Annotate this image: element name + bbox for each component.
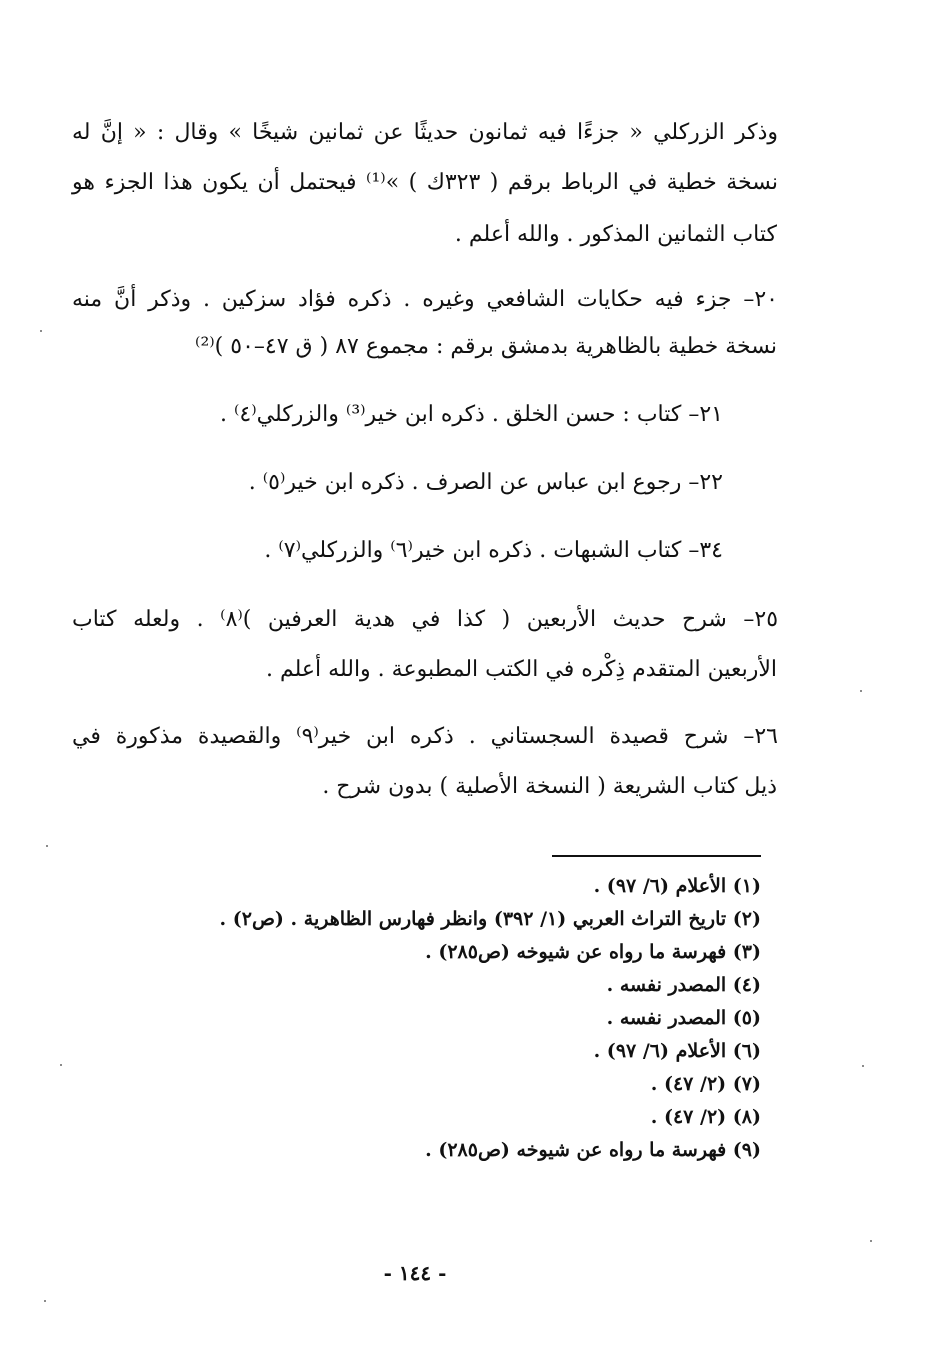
scan-speck — [60, 1064, 62, 1066]
item-20-line-1: ٢٠– جزء فيه حكايات الشافعي وغيره . ذكره فؤاد سزكين . وذكر أنَّ منه — [72, 287, 778, 312]
footnote-1: (١) الأعلام (٦/ ٩٧) . — [593, 875, 761, 897]
scan-speck — [44, 1300, 46, 1302]
item-25-line-1: ٢٥– شرح حديث الأربعين ( كذا في هدية العرفين )⁽٨⁾ . ولعله كتاب — [72, 607, 779, 632]
footnote-2: (٢) تاريخ التراث العربي (١/ ٣٩٢) وانظر فهارس الظاهرية . (ص٢) . — [219, 908, 761, 930]
item-24: ٣٤– كتاب الشبهات . ذكره ابن خير⁽٦⁾ والزركلي⁽٧⁾ . — [264, 538, 723, 563]
scan-speck — [870, 1240, 872, 1242]
page-number: - ١٤٤ - — [383, 1261, 447, 1285]
item-20-line-2: نسخة خطية بالظاهرية بدمشق برقم : مجموع ٨٧ ( ق ٤٧–٥٠ )⁽²⁾ — [195, 334, 777, 359]
footnote-5: (٥) المصدر نفسه . — [606, 1007, 761, 1029]
item-25-line-2: الأربعين المتقدم ذِكْره في الكتب المطبوعة . والله أعلم . — [266, 657, 777, 682]
item-26-line-1: ٢٦– شرح قصيدة السجستاني . ذكره ابن خير⁽٩⁾ والقصيدة مذكورة في — [72, 724, 778, 749]
footnote-3: (٣) فهرسة ما رواه عن شيوخه (ص٢٨٥) . — [425, 941, 761, 963]
footnote-9: (٩) فهرسة ما رواه عن شيوخه (ص٢٨٥) . — [425, 1139, 761, 1161]
item-21: ٢١– كتاب : حسن الخلق . ذكره ابن خير⁽³⁾ والزركلي⁽٤⁾ . — [220, 402, 723, 427]
footnote-8: (٨) (٢/ ٤٧) . — [650, 1106, 761, 1128]
item-26-line-2: ذيل كتاب الشريعة ( النسخة الأصلية ) بدون شرح . — [322, 774, 777, 799]
scan-speck — [46, 845, 48, 847]
footnote-6: (٦) الأعلام (٦/ ٩٧) . — [593, 1040, 761, 1062]
item-22: ٢٢– رجوع ابن عباس عن الصرف . ذكره ابن خير⁽٥⁾ . — [248, 470, 723, 495]
footnote-separator — [552, 855, 761, 857]
paragraph-1-line-1: وذكر الزركلي « جزءًا فيه ثمانون حديثًا عن ثمانين شيخًا » وقال : « إنَّ له — [72, 120, 778, 145]
paragraph-1-line-2: نسخة خطية في الرباط برقم ( ٣٢٣ك ) »⁽¹⁾ فيحتمل أن يكون هذا الجزء هو — [72, 170, 778, 195]
footnote-4: (٤) المصدر نفسه . — [606, 974, 761, 996]
paragraph-1-line-3: كتاب الثمانين المذكور . والله أعلم . — [454, 222, 777, 247]
scan-speck — [862, 1065, 864, 1067]
scan-speck — [40, 330, 42, 332]
footnote-7: (٧) (٢/ ٤٧) . — [650, 1073, 761, 1095]
scan-speck — [860, 690, 862, 692]
